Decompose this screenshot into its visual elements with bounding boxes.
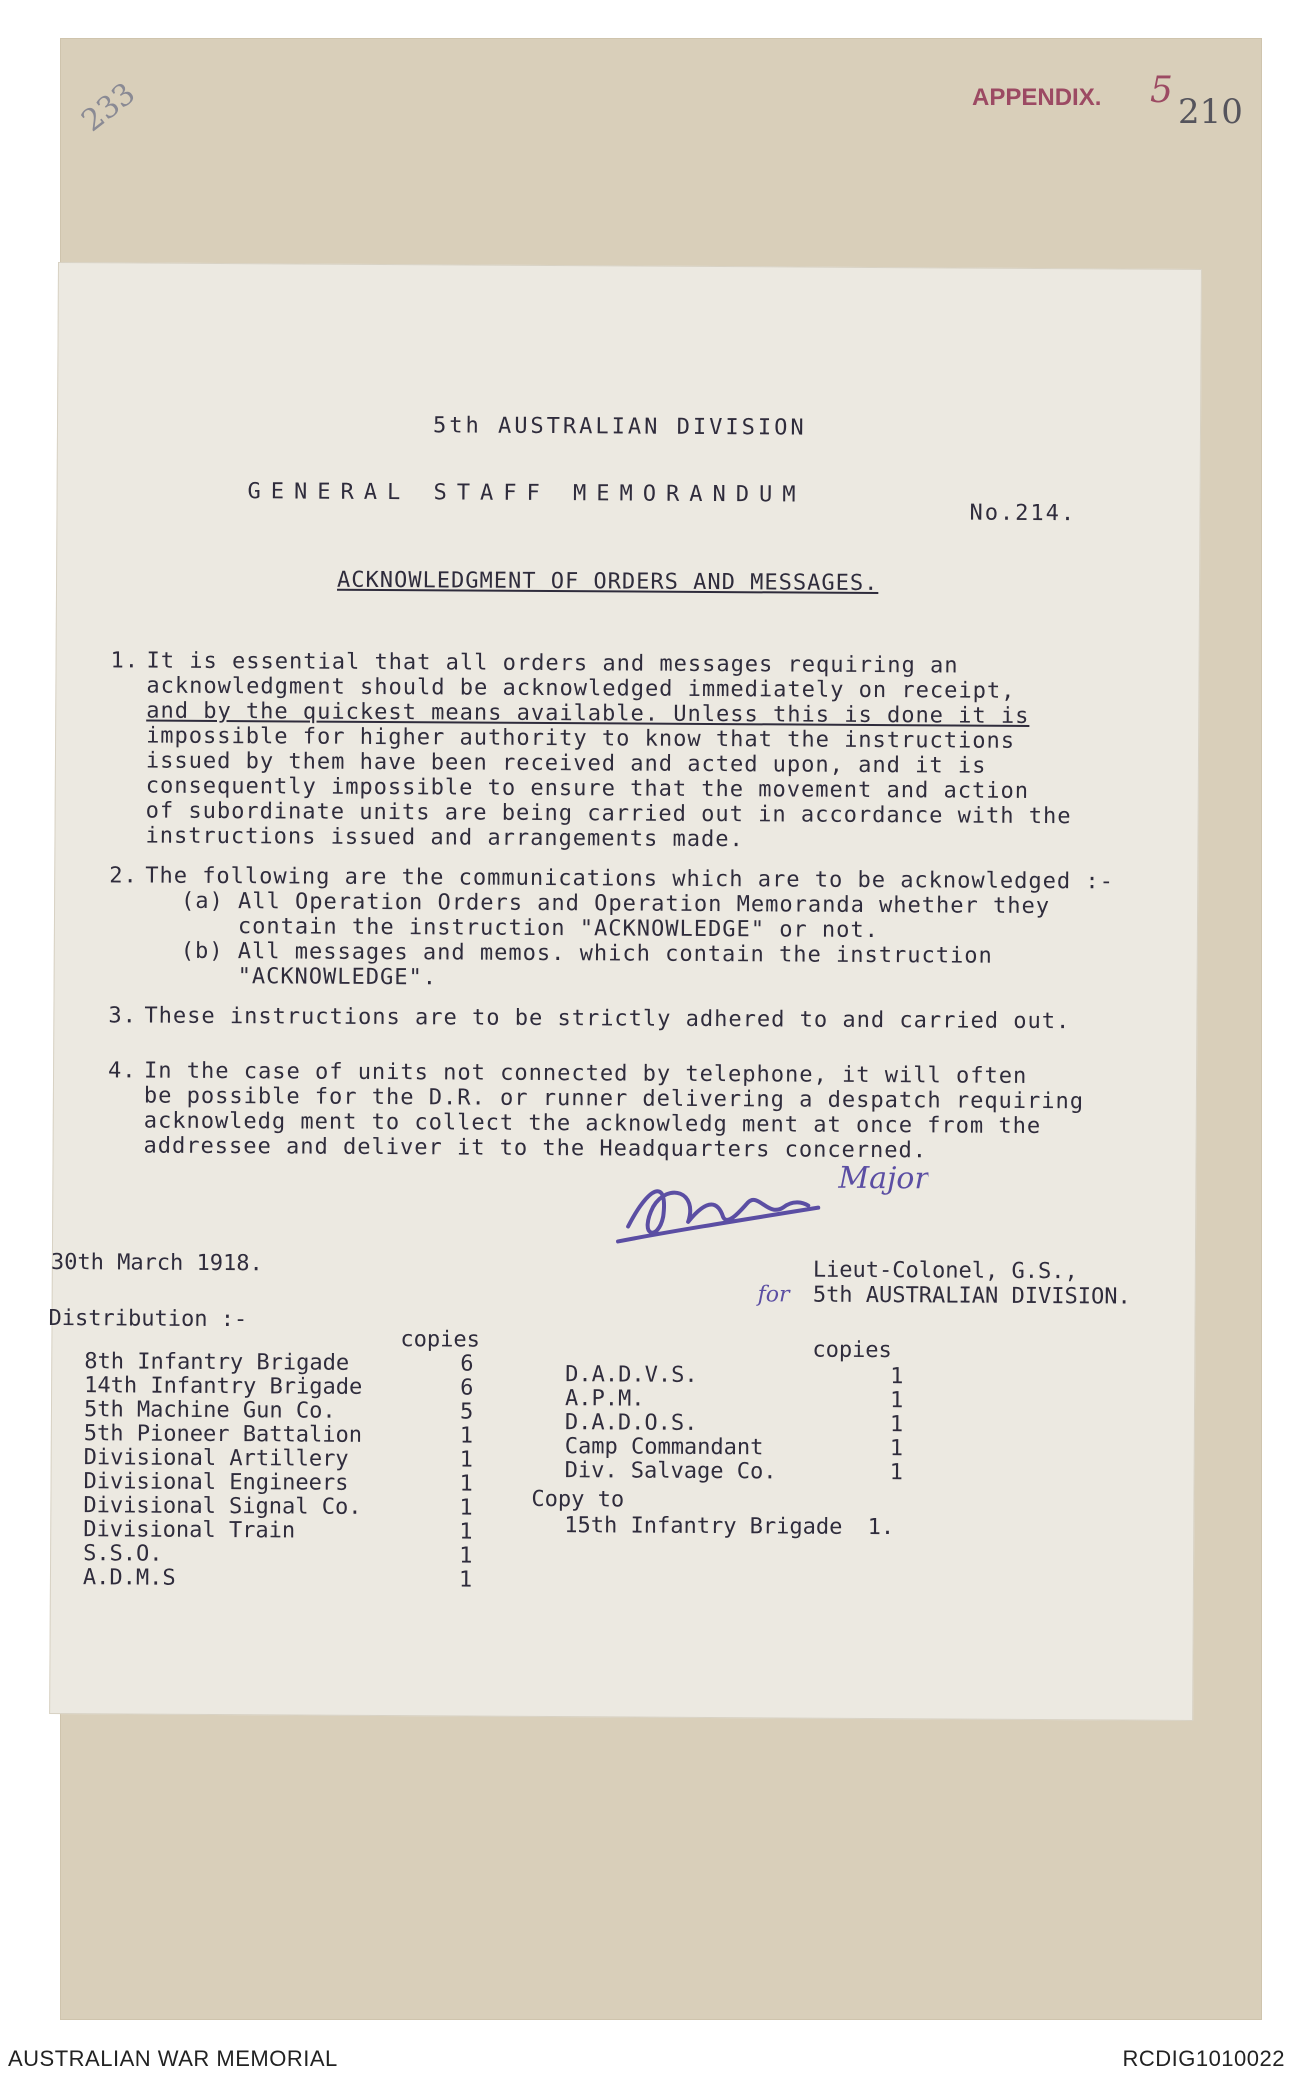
list-item: A.D.M.S <box>82 1565 176 1591</box>
copy-count: 1 <box>889 1436 904 1462</box>
copy-count: 1 <box>459 1447 474 1473</box>
signatory-block <box>757 1257 1131 1310</box>
copy-count: 6 <box>460 1351 474 1377</box>
list-item: D.A.D.V.S. <box>565 1362 698 1388</box>
memo-date: 30th March 1918. <box>50 1249 263 1277</box>
copy-count: 1 <box>459 1471 473 1497</box>
paragraph-line: These instructions are to be strictly adhered to and carried out. <box>144 1003 1071 1035</box>
signature-for: for <box>757 1282 790 1308</box>
paragraph-line: contain the instruction "ACKNOWLEDGE" or not. <box>180 913 880 944</box>
list-item: Divisional Engineers <box>83 1469 349 1496</box>
copy-count: 6 <box>460 1375 474 1401</box>
memo-title: GENERAL STAFF MEMORANDUM <box>247 479 806 508</box>
paragraph-line: impossible for higher authority to know that the instructions <box>146 723 1016 754</box>
copy-count: 1 <box>458 1567 473 1593</box>
copy-count: 1 <box>889 1412 904 1438</box>
paragraph-line: (b) All messages and memos. which contain the instruction <box>180 938 993 969</box>
copy-to-label: Copy to <box>531 1486 625 1513</box>
list-item: Divisional Signal Co. <box>83 1493 362 1520</box>
paragraph-number: 1. <box>110 648 140 674</box>
signatory-rank: Lieut-Colonel, G.S., <box>812 1257 1078 1285</box>
paragraph-line: acknowledg ment to collect the acknowledg ment at once from the <box>143 1108 1042 1140</box>
paragraph-1 <box>110 648 1176 855</box>
paragraph-line: and by the quickest means available. Unless this is done it is <box>146 698 1030 729</box>
copy-count: 1 <box>459 1519 473 1545</box>
paragraph-line: (a) All Operation Orders and Operation Memoranda whether they <box>181 888 1051 920</box>
memo-number: No.214. <box>969 500 1077 527</box>
memorandum-sheet <box>49 262 1202 1721</box>
paragraph-line: The following are the communications which are to be acknowledged :- <box>145 863 1114 895</box>
list-item: 5th Pioneer Battalion <box>83 1421 363 1448</box>
list-item: 14th Infantry Brigade <box>84 1373 363 1400</box>
paragraph-line: addressee and deliver it to the Headquarters concerned. <box>143 1133 928 1164</box>
list-item: S.S.O. <box>83 1541 163 1567</box>
list-item: Divisional Train <box>83 1517 296 1544</box>
copy-to-copies: 1. <box>867 1514 895 1541</box>
copies-header-right: copies <box>812 1337 892 1364</box>
copy-count: 1 <box>889 1388 904 1414</box>
copies-header-left: copies <box>400 1327 480 1353</box>
copy-count: 1 <box>459 1543 473 1569</box>
paragraph-line: instructions issued and arrangements made. <box>145 823 744 853</box>
typed-folio-number: 210 <box>1178 92 1243 132</box>
list-item: D.A.D.O.S. <box>564 1410 698 1436</box>
copy-count: 1 <box>889 1460 903 1486</box>
copy-to-unit: 15th Infantry Brigade <box>564 1513 843 1540</box>
distribution-label: Distribution :- <box>48 1305 248 1333</box>
paragraph-line: of subordinate units are being carried out in accordance with the <box>145 798 1072 830</box>
paragraph-2 <box>109 863 1176 995</box>
copy-count: 1 <box>459 1423 474 1449</box>
signature-note: Major <box>838 1160 929 1197</box>
copy-count: 1 <box>459 1495 473 1521</box>
paragraph-number: 3. <box>108 1003 137 1029</box>
paragraph-number: 4. <box>107 1058 137 1084</box>
division-heading: 5th AUSTRALIAN DIVISION <box>432 413 807 441</box>
handwritten-signature <box>608 1146 929 1258</box>
distribution-copies-right <box>890 1365 904 1485</box>
paragraph-number: 2. <box>109 863 138 889</box>
paragraph-line: "ACKNOWLEDGE". <box>180 963 438 991</box>
pencil-folio-number: 233 <box>75 76 142 139</box>
footer-source: AUSTRALIAN WAR MEMORIAL <box>8 2046 338 2071</box>
memo-subject: ACKNOWLEDGMENT OF ORDERS AND MESSAGES. <box>336 567 879 597</box>
copy-to-recipient <box>564 1514 894 1540</box>
list-item: Camp Commandant <box>564 1434 764 1461</box>
paragraph-3 <box>108 1003 1174 1035</box>
paragraph-line: issued by them have been received and acted upon, and it is <box>145 748 987 779</box>
paragraph-line: In the case of units not connected by telephone, it will often <box>143 1058 1028 1089</box>
list-item: Divisional Artillery <box>83 1445 349 1472</box>
paragraph-line: consequently impossible to ensure that the movement and action <box>145 773 1030 804</box>
list-item: Div. Salvage Co. <box>564 1458 777 1485</box>
appendix-stamp: APPENDIX. <box>972 84 1102 111</box>
distribution-copies-left <box>459 1352 474 1592</box>
copy-count: 1 <box>890 1364 904 1390</box>
paragraph-line: be possible for the D.R. or runner delivering a despatch requiring <box>143 1083 1085 1115</box>
distribution-list-left <box>83 1350 363 1592</box>
distribution-list-right <box>565 1363 778 1484</box>
signatory-unit: 5th AUSTRALIAN DIVISION. <box>812 1282 1131 1310</box>
list-item: 5th Machine Gun Co. <box>83 1397 336 1424</box>
footer-id: RCDIG1010022 <box>1122 2046 1285 2071</box>
copy-count: 5 <box>459 1399 474 1425</box>
paragraph-line: It is essential that all orders and messages requiring an <box>146 648 959 679</box>
paragraph-line: acknowledgment should be acknowledged immediately on receipt, <box>146 673 1016 704</box>
list-item: A.P.M. <box>564 1386 645 1412</box>
list-item: 8th Infantry Brigade <box>84 1349 350 1376</box>
appendix-number: 5 <box>1150 70 1173 111</box>
